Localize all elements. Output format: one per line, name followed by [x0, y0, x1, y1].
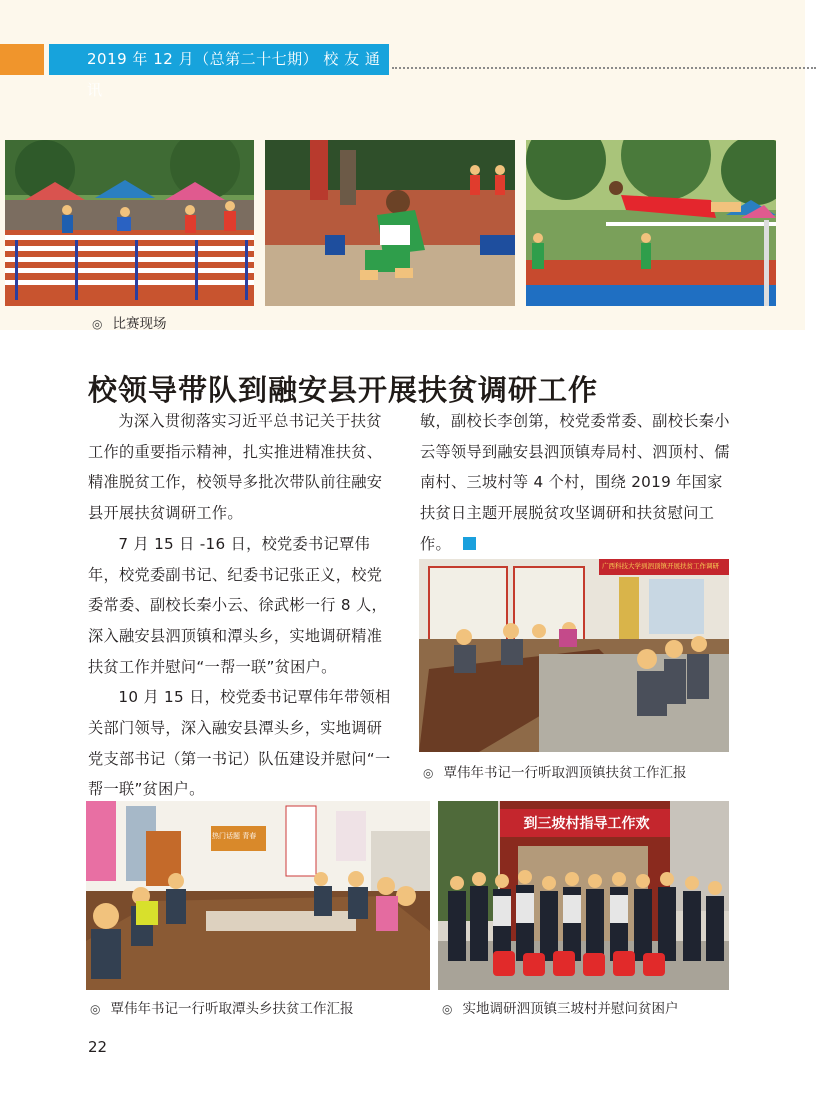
hurdles-race-photo: [5, 140, 254, 306]
meeting-simding-banner: 广西科技大学到泗顶镇开展扶贫工作调研: [602, 562, 719, 570]
high-jump-photo: [526, 140, 776, 306]
race-photo-caption: [92, 312, 166, 332]
header-dotted-rule: [392, 67, 816, 69]
header-accent-tab: [0, 44, 44, 75]
meeting-simding-photo: [419, 559, 729, 752]
meeting-simding-caption: [423, 761, 686, 781]
village-visit-photo: [438, 801, 729, 990]
paragraph-1: 为深入贯彻落实习近平总书记关于扶贫工作的重要指示精神，扎实推进精准扶贫、精准脱贫工作，校领导多批次带队前往融安县开展扶贫调研工作。: [88, 412, 383, 523]
page-number: 22: [88, 1038, 108, 1056]
caption-text: 覃伟年书记一行听取潭头乡扶贫工作汇报: [110, 1001, 354, 1017]
paragraph-3: 10 月 15 日，校党委书记覃伟年带领相关部门领导，深入融安县潭头乡，实地调研党支部书记（第一书记）队伍建设并慰问“一帮一联”贫困户。: [88, 688, 391, 799]
caption-text: 比赛现场: [112, 316, 167, 332]
issue-header: [49, 44, 389, 99]
caption-marker-icon: ◎: [92, 317, 103, 331]
end-mark-icon: [463, 537, 476, 550]
long-jump-photo: [265, 140, 515, 306]
meeting-tantou-photo: [86, 801, 430, 990]
caption-marker-icon: ◎: [423, 766, 434, 780]
issue-label: 2019 年 12 月（总第二十七期） 校 友 通 讯: [87, 50, 381, 99]
caption-text: 覃伟年书记一行听取泗顶镇扶贫工作汇报: [443, 765, 687, 781]
meeting-tantou-sign: 热门话题 青春: [212, 832, 257, 840]
article-title: 校领导带队到融安县开展扶贫调研工作: [88, 373, 599, 408]
village-visit-caption: [442, 997, 678, 1017]
paragraph-4-continued: [420, 406, 731, 560]
paragraph-4-continued-text: 敏，副校长李创第，校党委常委、副校长秦小云等领导到融安县泗顶镇寿局村、泗顶村、儒南村、三坡村等 4 个村，围绕 2019 年国家扶贫日主题开展脱贫攻坚调研和扶贫慰问工作。: [420, 412, 730, 553]
article-column-1: [88, 406, 396, 836]
caption-marker-icon: ◎: [90, 1002, 101, 1016]
article-column-2: [420, 406, 731, 560]
village-visit-banner: 到三坡村指导工作欢: [523, 816, 650, 832]
paragraph-2: 7 月 15 日 -16 日，校党委书记覃伟年，校党委副书记、纪委书记张正义，校党委常委、副校长秦小云、徐武彬一行 8 人，深入融安县泗顶镇和潭头乡，实地调研精准扶贫工作并慰问“一帮一联”贫困户。: [88, 534, 387, 676]
caption-marker-icon: ◎: [442, 1002, 453, 1016]
caption-text: 实地调研泗顶镇三坡村并慰问贫困户: [462, 1001, 679, 1017]
meeting-tantou-caption: [90, 997, 353, 1017]
